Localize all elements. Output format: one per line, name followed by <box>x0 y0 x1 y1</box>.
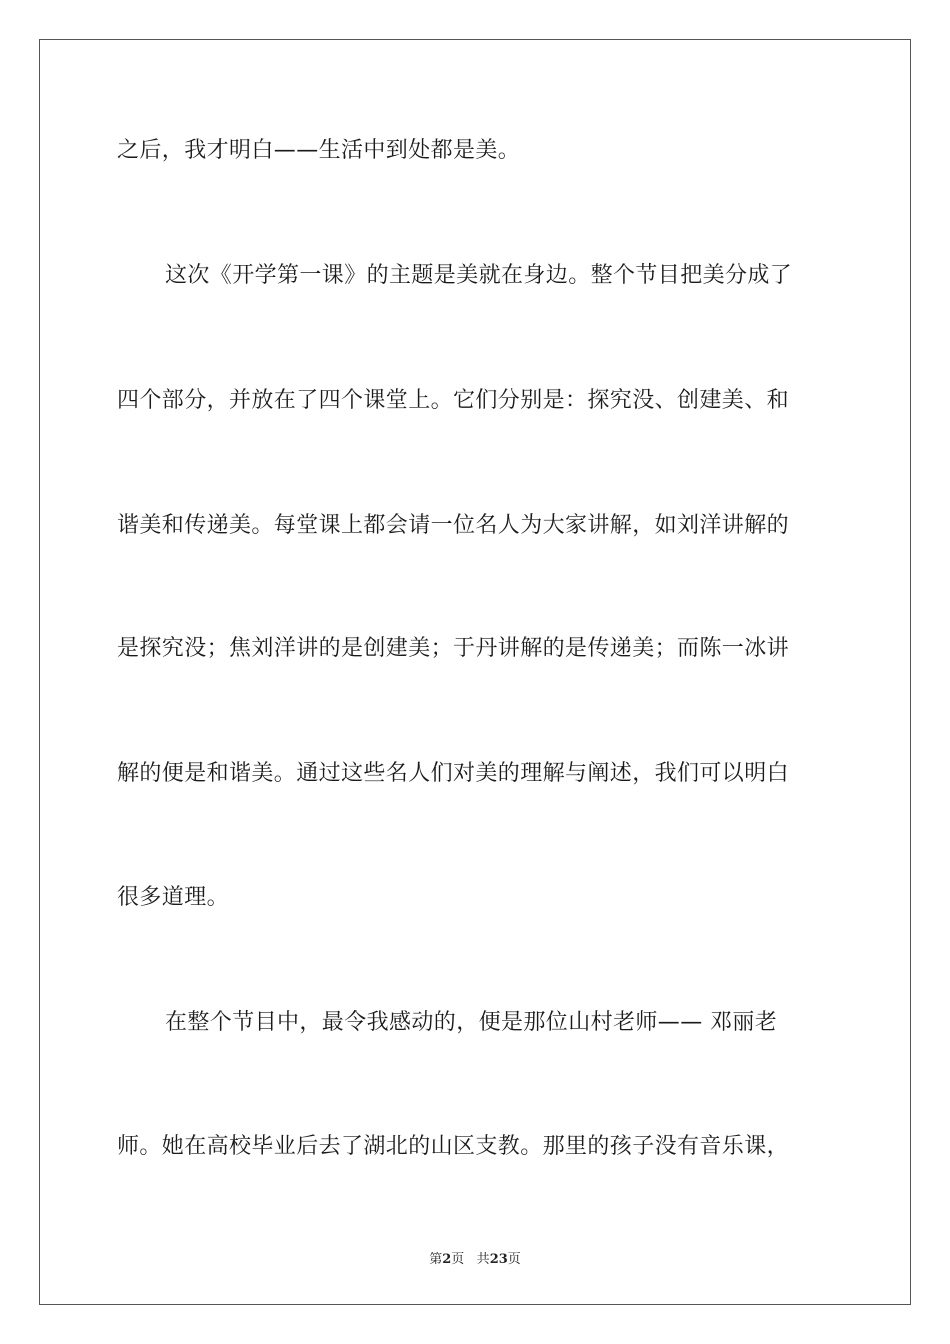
text-line-4: 谐美和传递美。每堂课上都会请一位名人为大家讲解，如刘洋讲解的 <box>117 513 790 538</box>
footer-total-suffix: 页 <box>507 1252 521 1267</box>
footer-page-number: 2 <box>442 1252 452 1267</box>
text-line-6: 解的便是和谐美。通过这些名人们对美的理解与阐述，我们可以明白 <box>117 761 790 786</box>
page-footer <box>0 1248 950 1267</box>
footer-total-prefix: 共 <box>476 1252 490 1267</box>
footer-page-suffix: 页 <box>451 1252 465 1267</box>
page-border <box>39 39 911 1305</box>
footer-total-pages: 23 <box>489 1252 508 1267</box>
text-line-3: 四个部分，并放在了四个课堂上。它们分别是：探究没、创建美、和 <box>117 388 790 413</box>
text-line-1: 之后，我才明白——生活中到处都是美。 <box>117 138 521 163</box>
text-line-8: 在整个节目中，最令我感动的，便是那位山村老师—— 邓丽老 <box>165 1010 778 1035</box>
text-line-7: 很多道理。 <box>117 885 230 910</box>
text-line-2: 这次《开学第一课》的主题是美就在身边。整个节目把美分成了 <box>165 263 793 288</box>
footer-page-prefix: 第 <box>429 1252 443 1267</box>
text-line-9: 师。她在高校毕业后去了湖北的山区支教。那里的孩子没有音乐课， <box>117 1134 790 1159</box>
text-line-5: 是探究没；焦刘洋讲的是创建美；于丹讲解的是传递美；而陈一冰讲 <box>117 636 790 661</box>
